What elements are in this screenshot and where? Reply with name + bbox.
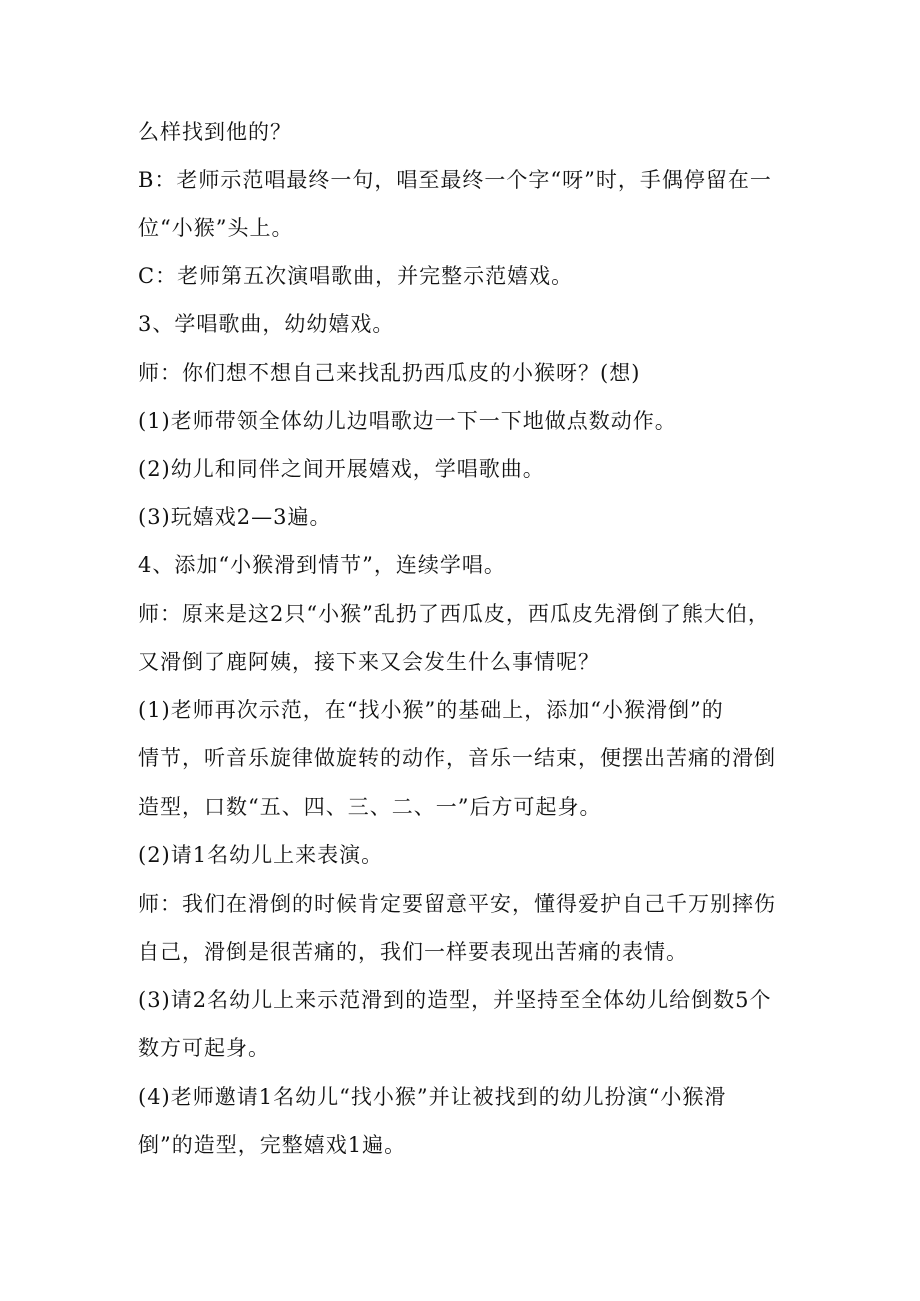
text-line: 4、添加“小猴滑到情节”，连续学唱。 <box>138 553 506 577</box>
text-line: B：老师示范唱最终一句，唱至最终一个字“呀”时，手偶停留在一 <box>138 168 772 192</box>
text-line: 倒”的造型，完整嬉戏1遍。 <box>138 1133 407 1157</box>
text-line: 自己，滑倒是很苦痛的，我们一样要表现出苦痛的表情。 <box>138 940 688 964</box>
text-line: (3)请2名幼儿上来示范滑到的造型，并坚持至全体幼儿给倒数5个 <box>138 988 772 1012</box>
text-line: (2)请1名幼儿上来表演。 <box>138 843 384 867</box>
text-line: (2)幼儿和同伴之间开展嬉戏，学唱歌曲。 <box>138 457 545 481</box>
text-line: 师：原来是这2只“小猴”乱扔了西瓜皮，西瓜皮先滑倒了熊大伯， <box>138 602 770 626</box>
text-line: (4)老师邀请1名幼儿“找小猴”并让被找到的幼儿扮演“小猴滑 <box>138 1085 727 1109</box>
text-line: (1)老师带领全体幼儿边唱歌边一下一下地做点数动作。 <box>138 409 677 433</box>
text-line: (3)玩嬉戏2—3遍。 <box>138 505 332 529</box>
text-line: C：老师第五次演唱歌曲，并完整示范嬉戏。 <box>138 264 574 288</box>
text-line: 造型，口数“五、四、三、二、一”后方可起身。 <box>138 795 602 819</box>
text-line: 3、学唱歌曲，幼幼嬉戏。 <box>138 312 395 336</box>
text-line: 师：你们想不想自己来找乱扔西瓜皮的小猴呀？(想) <box>138 361 641 385</box>
text-line: 数方可起身。 <box>138 1036 270 1060</box>
text-line: 么样找到他的？ <box>138 120 292 144</box>
text-line: (1)老师再次示范，在“找小猴”的基础上，添加“小猴滑倒”的 <box>138 698 724 722</box>
text-line: 又滑倒了鹿阿姨，接下来又会发生什么事情呢？ <box>138 650 600 674</box>
text-line: 位“小猴”头上。 <box>138 216 294 240</box>
text-line: 师：我们在滑倒的时候肯定要留意平安，懂得爱护自己千万别摔伤 <box>138 892 776 916</box>
text-line: 情节，听音乐旋律做旋转的动作，音乐一结束，便摆出苦痛的滑倒 <box>138 746 776 770</box>
